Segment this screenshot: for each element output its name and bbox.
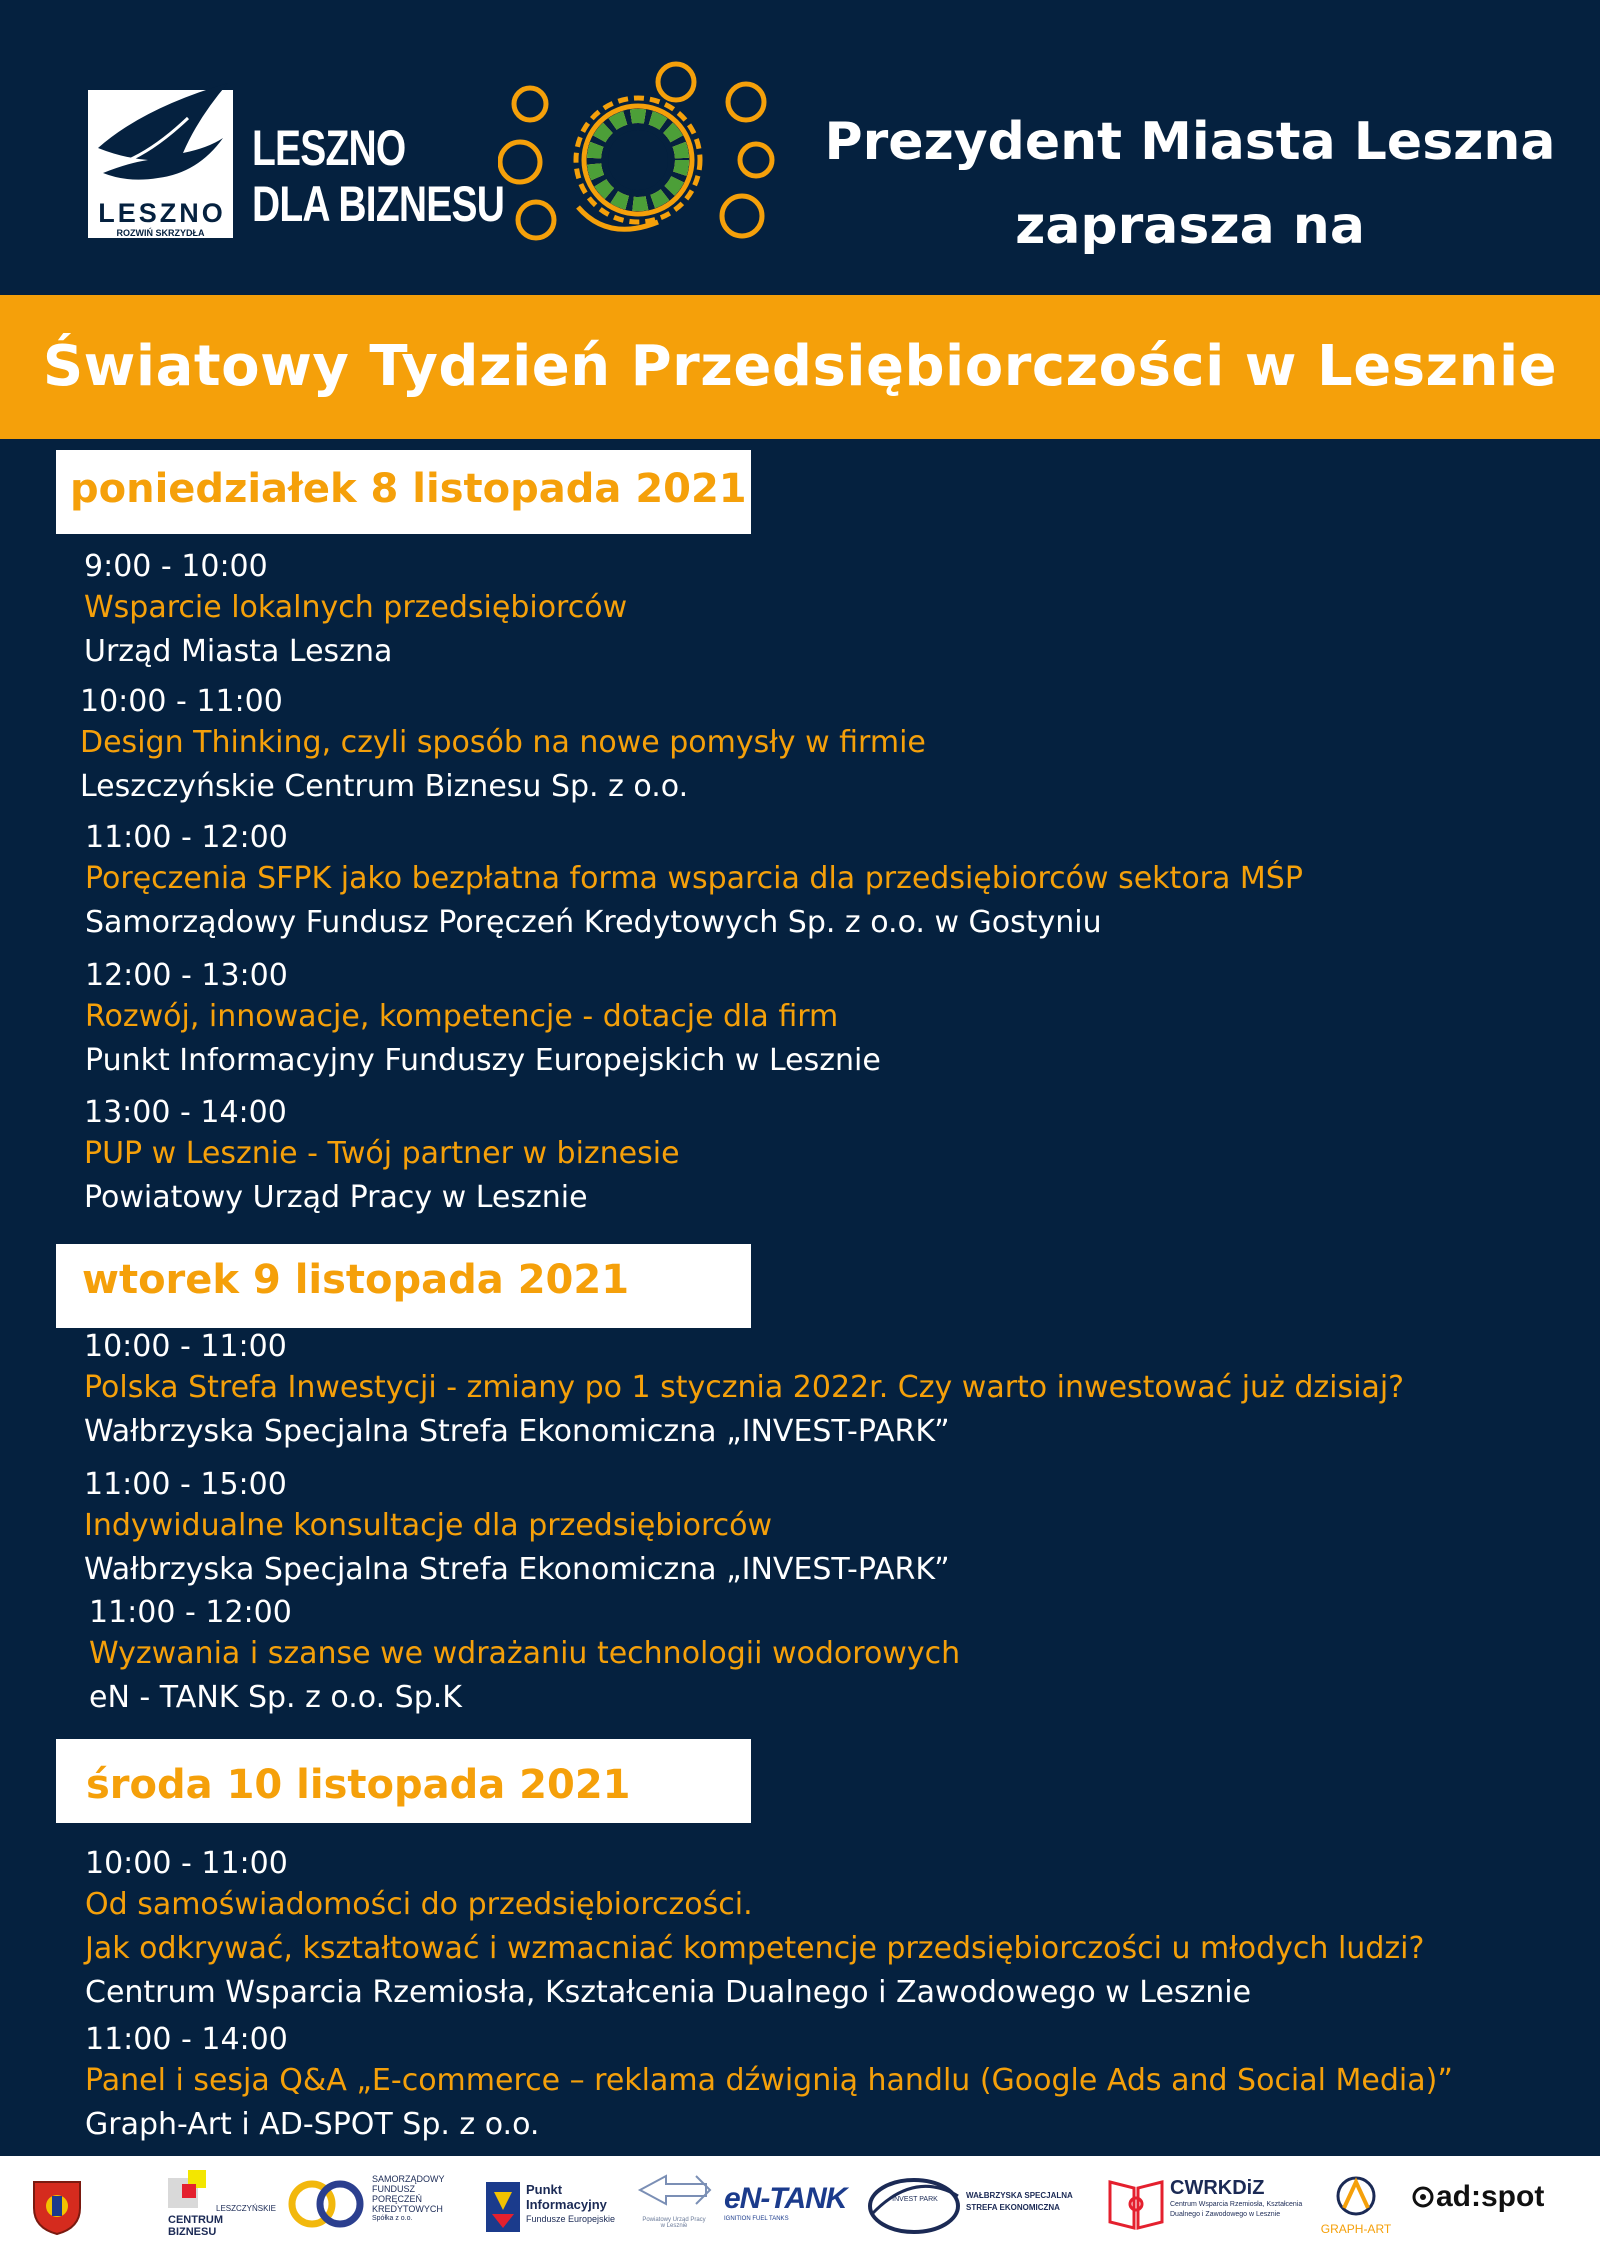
pup-logo xyxy=(636,2170,712,2229)
event-banner xyxy=(0,295,1600,439)
sfpk-line: SAMORZĄDOWY xyxy=(372,2174,445,2184)
day-header-wednesday xyxy=(56,1739,751,1823)
schedule-item xyxy=(84,548,627,676)
schedule-item xyxy=(80,683,926,811)
event-organizer: Samorządowy Fundusz Poręczeń Kredytowych Sp. z o.o. w Gostyniu xyxy=(85,905,1102,940)
event-organizer: Centrum Wsparcia Rzemiosła, Kształcenia Dualnego i Zawodowego w Lesznie xyxy=(85,1975,1252,2010)
cwrkdiz-text xyxy=(1170,2176,1302,2220)
leszno-logo-tagline: ROZWIŃ SKRZYDŁA xyxy=(116,228,205,238)
invite-line1: Prezydent Miasta Leszna xyxy=(824,112,1556,172)
pup-arrows-icon xyxy=(636,2170,712,2212)
invite-line2: zaprasza na xyxy=(1015,196,1365,256)
entank-name: eN-TANK xyxy=(724,2182,847,2215)
schedule-item xyxy=(84,1466,950,1594)
pup-line: Powiatowy Urząd Pracy xyxy=(642,2217,706,2223)
ldb-line1: LESZNO xyxy=(252,120,406,176)
sponsor-strip xyxy=(0,2156,1600,2263)
day-header-monday xyxy=(56,450,751,534)
graph-art-icon xyxy=(1334,2174,1378,2218)
event-time: 9:00 - 10:00 xyxy=(84,549,268,584)
event-name: PUP w Lesznie - Twój partner w biznesie xyxy=(84,1136,680,1171)
graph-art-name: GRAPH-ART xyxy=(1320,2222,1392,2236)
schedule-item xyxy=(85,1845,1424,2017)
event-time: 11:00 - 15:00 xyxy=(84,1467,287,1502)
event-organizer: Wałbrzyska Specjalna Strefa Ekonomiczna „INVEST-PARK” xyxy=(84,1414,950,1449)
lcb-line1: LESZCZYŃSKIE xyxy=(216,2204,277,2213)
event-time: 10:00 - 11:00 xyxy=(80,684,283,719)
eu-funds-icon xyxy=(486,2182,520,2232)
schedule-item xyxy=(85,2021,1453,2149)
cwrkdiz-name: CWRKDiZ xyxy=(1170,2177,1265,2199)
event-name: Panel i sesja Q&A „E-commerce – reklama dźwignią handlu (Google Ads and Social Media)” xyxy=(85,2063,1453,2098)
event-time: 10:00 - 11:00 xyxy=(85,1846,288,1881)
invest-park-icon xyxy=(866,2174,962,2238)
pup-line: w Lesznie xyxy=(660,2223,688,2229)
sfpk-line: KREDYTOWYCH xyxy=(372,2204,443,2214)
schedule-item xyxy=(89,1594,960,1722)
gears-icon xyxy=(498,52,778,252)
event-time: 11:00 - 14:00 xyxy=(85,2022,288,2057)
event-time: 13:00 - 14:00 xyxy=(84,1095,287,1130)
event-time: 11:00 - 12:00 xyxy=(89,1595,292,1630)
event-organizer: Leszczyńskie Centrum Biznesu Sp. z o.o. xyxy=(80,769,689,804)
leszno-logo xyxy=(88,78,233,238)
invest-park-badge: INVEST PARK xyxy=(892,2196,938,2203)
schedule-item xyxy=(85,957,881,1085)
pife-line: Informacyjny xyxy=(526,2197,607,2212)
day-label: poniedziałek 8 listopada 2021 xyxy=(70,466,747,512)
schedule-item xyxy=(84,1094,680,1222)
event-name: Design Thinking, czyli sposób na nowe pomysły w firmie xyxy=(80,725,926,760)
event-name: Indywidualne konsultacje dla przedsiębiorców xyxy=(84,1508,773,1543)
event-organizer: Punkt Informacyjny Funduszy Europejskich w Lesznie xyxy=(85,1043,881,1078)
event-name: Rozwój, innowacje, kompetencje - dotacje dla firm xyxy=(85,999,839,1034)
cwrkdiz-book-icon xyxy=(1106,2174,1166,2232)
pife-line: Punkt xyxy=(526,2182,563,2197)
event-organizer: Wałbrzyska Specjalna Strefa Ekonomiczna „INVEST-PARK” xyxy=(84,1552,950,1587)
color-wheel-icon xyxy=(594,116,682,204)
pife-line: Fundusze Europejskie xyxy=(526,2214,616,2224)
event-name: Polska Strefa Inwestycji - zmiany po 1 stycznia 2022r. Czy warto inwestować już dzisiaj? xyxy=(84,1370,1405,1405)
cwrkdiz-line: Centrum Wsparcia Rzemiosła, Kształcenia xyxy=(1170,2201,1303,2208)
event-name: Poręczenia SFPK jako bezpłatna forma wsparcia dla przedsiębiorców sektora MŚP xyxy=(85,861,1303,896)
leszno-logo-name: LESZNO xyxy=(98,198,226,228)
sfpk-rings-icon xyxy=(288,2178,366,2230)
invest-park-text xyxy=(966,2190,1073,2214)
event-name: Wyzwania i szanse we wdrażaniu technologii wodorowych xyxy=(89,1636,961,1671)
event-title: Światowy Tydzień Przedsiębiorczości w Lesznie xyxy=(42,334,1558,399)
event-organizer: Urząd Miasta Leszna xyxy=(84,634,393,669)
sfpk-line: Spółka z o.o. xyxy=(372,2215,413,2222)
event-organizer: Graph-Art i AD-SPOT Sp. z o.o. xyxy=(85,2107,540,2142)
sfpk-line: FUNDUSZ xyxy=(372,2184,415,2194)
day-label: środa 10 listopada 2021 xyxy=(86,1762,631,1808)
event-organizer: Powiatowy Urząd Pracy w Lesznie xyxy=(84,1180,588,1215)
adspot-logo xyxy=(1412,2180,1544,2214)
event-organizer: eN - TANK Sp. z o.o. Sp.K xyxy=(89,1680,462,1715)
header xyxy=(0,0,1600,295)
event-time: 10:00 - 11:00 xyxy=(84,1329,287,1364)
sfpk-text xyxy=(372,2174,445,2224)
entank-tag: IGNITION FUEL TANKS xyxy=(724,2216,789,2222)
event-time: 12:00 - 13:00 xyxy=(85,958,288,993)
lcb-logo xyxy=(168,2170,277,2250)
cwrkdiz-line: Dualnego i Zawodowego w Lesznie xyxy=(1170,2211,1281,2218)
day-header-tuesday xyxy=(56,1244,751,1328)
leszno-dla-biznesu-logo xyxy=(252,120,504,232)
schedule-item xyxy=(85,819,1303,947)
lcb-squares-icon xyxy=(168,2170,212,2214)
invest-park-line: STREFA EKONOMICZNA xyxy=(966,2203,1060,2212)
invite-text xyxy=(780,100,1600,268)
invest-park-line: WAŁBRZYSKA SPECJALNA xyxy=(966,2191,1073,2200)
adspot-name: ad:spot xyxy=(1436,2180,1545,2213)
sfpk-line: PORĘCZEŃ xyxy=(372,2194,423,2204)
lcb-line2: CENTRUM BIZNESU xyxy=(168,2214,223,2238)
event-name: Wsparcie lokalnych przedsiębiorców xyxy=(84,590,628,625)
adspot-dot-icon xyxy=(1412,2186,1434,2208)
event-time: 11:00 - 12:00 xyxy=(85,820,288,855)
schedule-item xyxy=(84,1328,1404,1456)
pife-text xyxy=(526,2182,615,2227)
ldb-line2: DLA BIZNESU xyxy=(252,176,505,232)
coat-of-arms-icon xyxy=(30,2178,84,2236)
event-name: Od samoświadomości do przedsiębiorczości. xyxy=(85,1887,753,1922)
day-label: wtorek 9 listopada 2021 xyxy=(82,1257,630,1303)
event-name-continued: Jak odkrywać, kształtować i wzmacniać kompetencje przedsiębiorczości u młodych ludzi? xyxy=(85,1931,1425,1966)
entank-logo xyxy=(724,2182,846,2222)
